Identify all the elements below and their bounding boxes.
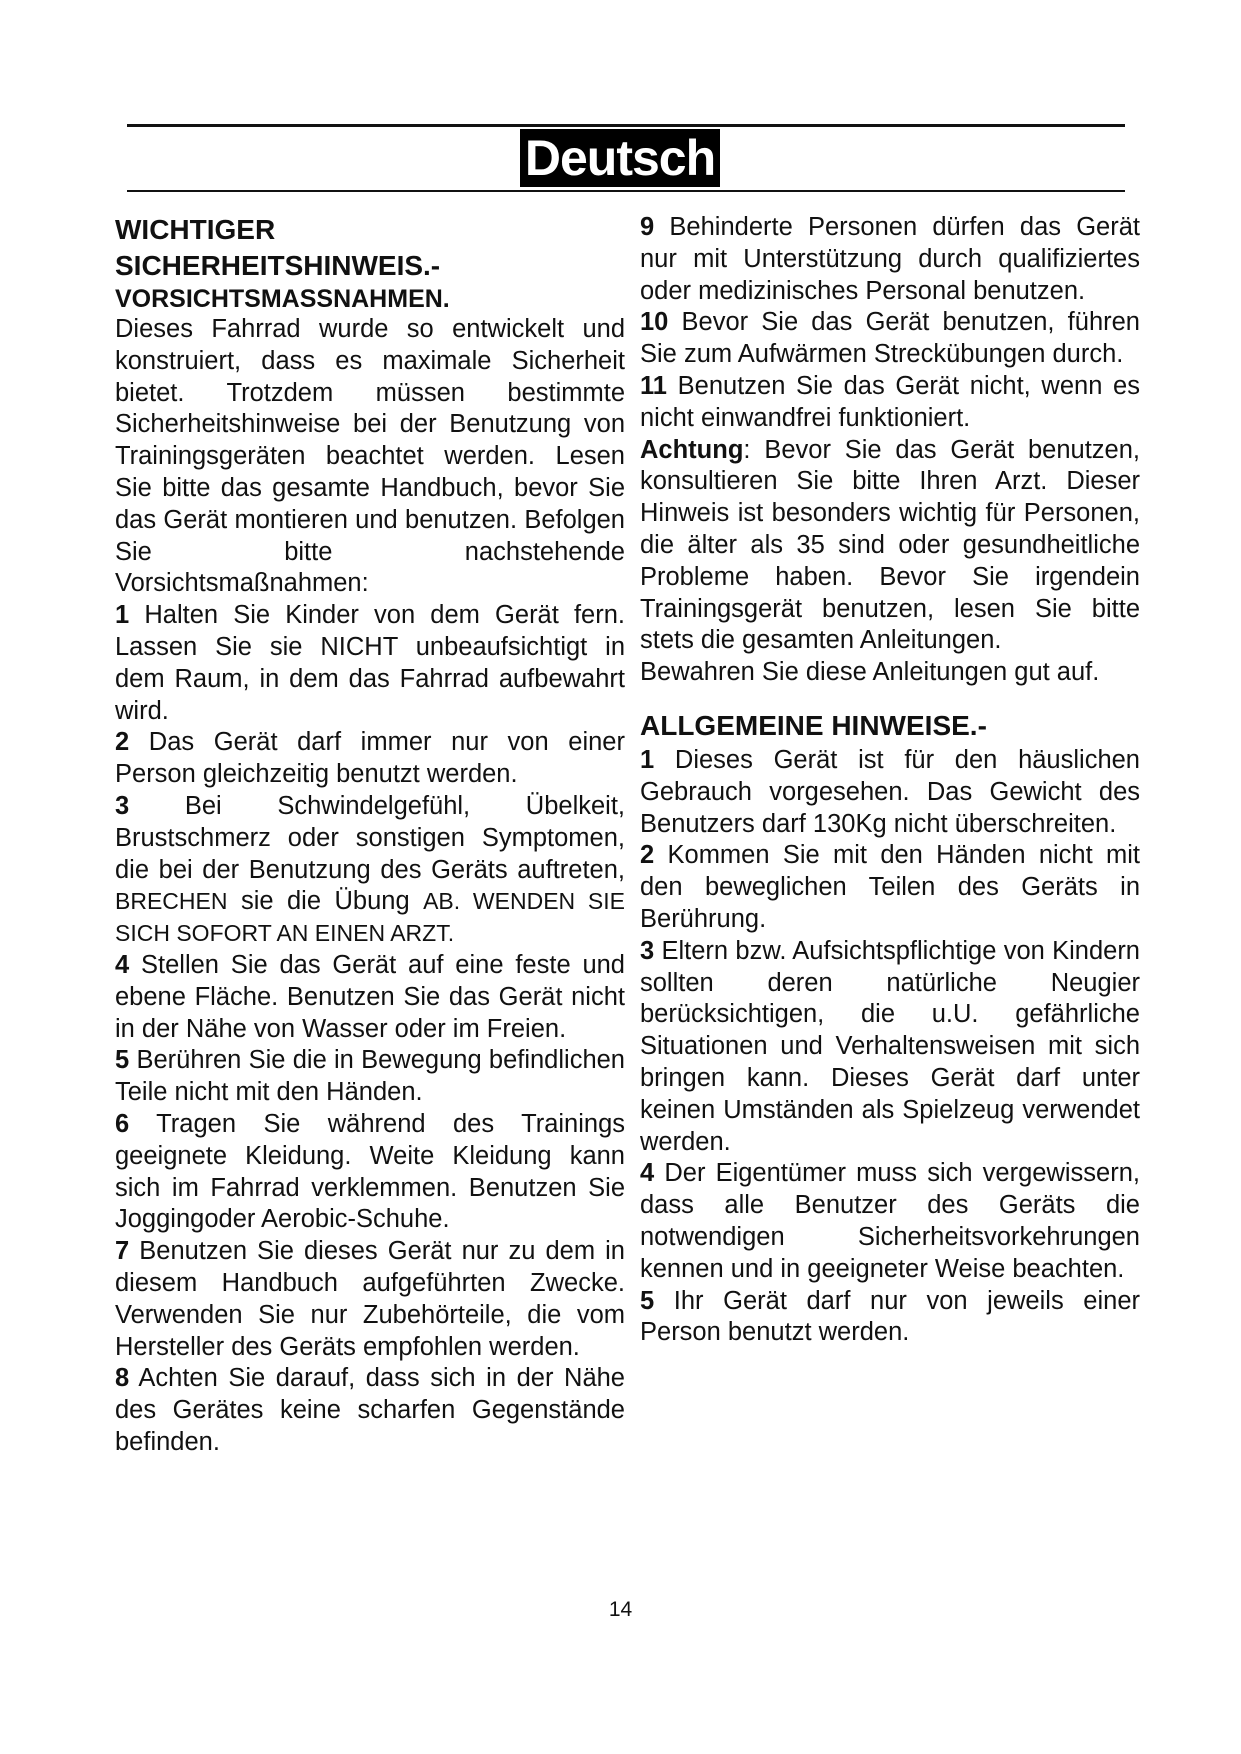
header-rule-bottom (127, 190, 1125, 192)
item-number: 4 (115, 950, 130, 979)
item-number: 10 (640, 308, 669, 337)
item-text: Ihr Gerät darf nur von jeweils einer Person benutzt werden. (640, 1286, 1140, 1347)
safety-item (115, 791, 625, 950)
general-item (640, 1286, 1140, 1350)
item-number: 2 (640, 841, 655, 870)
general-item (640, 1158, 1140, 1285)
item-text: Kommen Sie mit den Händen nicht mit den beweglichen Teilen des Geräts in Berührung. (640, 841, 1140, 933)
item-text: Berühren Sie die in Bewegung befindlichen Teile nicht mit den Händen. (115, 1046, 625, 1107)
general-item (640, 840, 1140, 935)
item-text: Bevor Sie das Gerät benutzen, führen Sie zum Aufwärmen Streckübungen durch. (640, 308, 1140, 369)
item-text: Das Gerät darf immer nur von einer Person gleichzeitig benutzt werden. (115, 728, 625, 789)
safety-item (640, 371, 1140, 435)
item-text: Benutzen Sie das Gerät nicht, wenn es nicht einwandfrei funktioniert. (640, 371, 1140, 432)
item-caps-text: BRECHEN (115, 888, 228, 915)
left-column (115, 212, 625, 1459)
item-text: Stellen Sie das Gerät auf eine feste und ebene Fläche. Benutzen Sie das Gerät nicht in der Nähe von Wasser oder im Freien. (115, 950, 625, 1043)
attention-paragraph (640, 435, 1140, 658)
item-text: Achten Sie darauf, dass sich in der Nähe des Gerätes keine scharfen Gegenstände befinden. (115, 1364, 625, 1456)
safety-item (115, 1045, 625, 1109)
item-number: 11 (640, 371, 667, 400)
item-text: Der Eigentümer muss sich vergewissern, dass alle Benutzer des Geräts die notwendigen Sicherheitsvorkehrungen kennen und in geeigneter Weise beachten. (640, 1159, 1140, 1283)
safety-title-line2: SICHERHEITSHINWEIS.- (115, 250, 441, 281)
safety-item (115, 950, 625, 1045)
item-text: Bei Schwindelgefühl, Übelkeit, Brustschmerz oder sonstigen Symptomen, die bei der Benutzung des Geräts auftreten, (115, 791, 625, 884)
item-number: 6 (115, 1109, 130, 1138)
item-number: 4 (640, 1159, 655, 1188)
item-text: Behinderte Personen dürfen das Gerät nur mit Unterstützung durch qualifiziertes oder medizinisches Personal benutzen. (640, 213, 1140, 305)
item-text: sie die Übung (240, 887, 410, 916)
item-text: Halten Sie Kinder von dem Gerät fern. Lassen Sie sie NICHT unbeaufsichtigt in dem Raum, in dem das Fahrrad aufbewahrt wird. (115, 601, 625, 725)
precautions-subtitle: VORSICHTSMASSNAHMEN. (115, 285, 450, 313)
item-number: 5 (115, 1046, 130, 1075)
general-item (640, 745, 1140, 840)
intro-paragraph: Dieses Fahrrad wurde so entwickelt und konstruiert, dass es maximale Sicherheit bietet. Trotzdem müssen bestimmte Sicherheitshinweise bei der Benutzung von Trainingsgeräten beachtet werden. Lesen Sie bitte das gesamte Handbuch, bevor Sie das Gerät montieren und benutzen. Befolgen Sie bitte nachstehende Vorsichtsmaßnahmen: (115, 315, 625, 598)
safety-item (115, 600, 625, 727)
general-item (640, 936, 1140, 1159)
item-number: 1 (640, 745, 655, 774)
safety-item (115, 727, 625, 791)
general-notes-heading: ALLGEMEINE HINWEISE.- (640, 709, 987, 741)
item-text: Tragen Sie während des Trainings geeignete Kleidung. Weite Kleidung kann sich im Fahrrad verklemmen. Benutzen Sie Joggingoder Aerobic-Schuhe. (115, 1109, 626, 1234)
safety-item (640, 307, 1140, 371)
item-number: 3 (640, 936, 655, 965)
item-number: 2 (115, 728, 130, 757)
keep-instructions: Bewahren Sie diese Anleitungen gut auf. (640, 658, 1100, 687)
language-label: Deutsch (520, 129, 720, 187)
item-number: 5 (640, 1286, 655, 1315)
item-number: 8 (115, 1364, 130, 1393)
item-text: Eltern bzw. Aufsichtspflichtige von Kindern sollten deren natürliche Neugier berücksichtigen, die u.U. gefährliche Situationen und Verhaltensweisen mit sich bringen kann. Dieses Gerät darf unter keinen Umständen als Spielzeug verwendet werden. (640, 936, 1140, 1156)
safety-title-line1: WICHTIGER (115, 214, 276, 245)
attention-text: : Bevor Sie das Gerät benutzen, konsultieren Sie bitte Ihren Arzt. Dieser Hinweis ist besonders wichtig für Personen, die älter als 35 sind oder gesundheitliche Probleme haben. Bevor Sie irgendein Trainingsgerät benutzen, lesen Sie bitte stets die gesamten Anleitungen. (640, 435, 1140, 655)
header-rule-top (127, 124, 1125, 127)
right-column (640, 212, 1140, 1349)
item-number: 3 (115, 791, 130, 820)
item-number: 7 (115, 1237, 130, 1266)
page-number: 14 (608, 1598, 633, 1621)
item-number: 1 (115, 601, 130, 630)
item-number: 9 (640, 213, 655, 241)
item-text: Dieses Gerät ist für den häuslichen Gebrauch vorgesehen. Das Gewicht des Benutzers darf 130Kg nicht überschreiten. (640, 745, 1140, 838)
attention-label: Achtung (640, 435, 744, 464)
safety-item (115, 1236, 625, 1363)
item-text: Benutzen Sie dieses Gerät nur zu dem in diesem Handbuch aufgeführten Zwecke. Verwenden Sie nur Zubehörteile, die vom Hersteller des Geräts empfohlen werden. (115, 1237, 625, 1361)
safety-item (115, 1109, 625, 1236)
item-caps-text: AB. WENDEN SIE SICH SOFORT AN EINEN ARZT. (115, 888, 625, 947)
safety-item (115, 1363, 625, 1458)
safety-item (640, 212, 1140, 307)
